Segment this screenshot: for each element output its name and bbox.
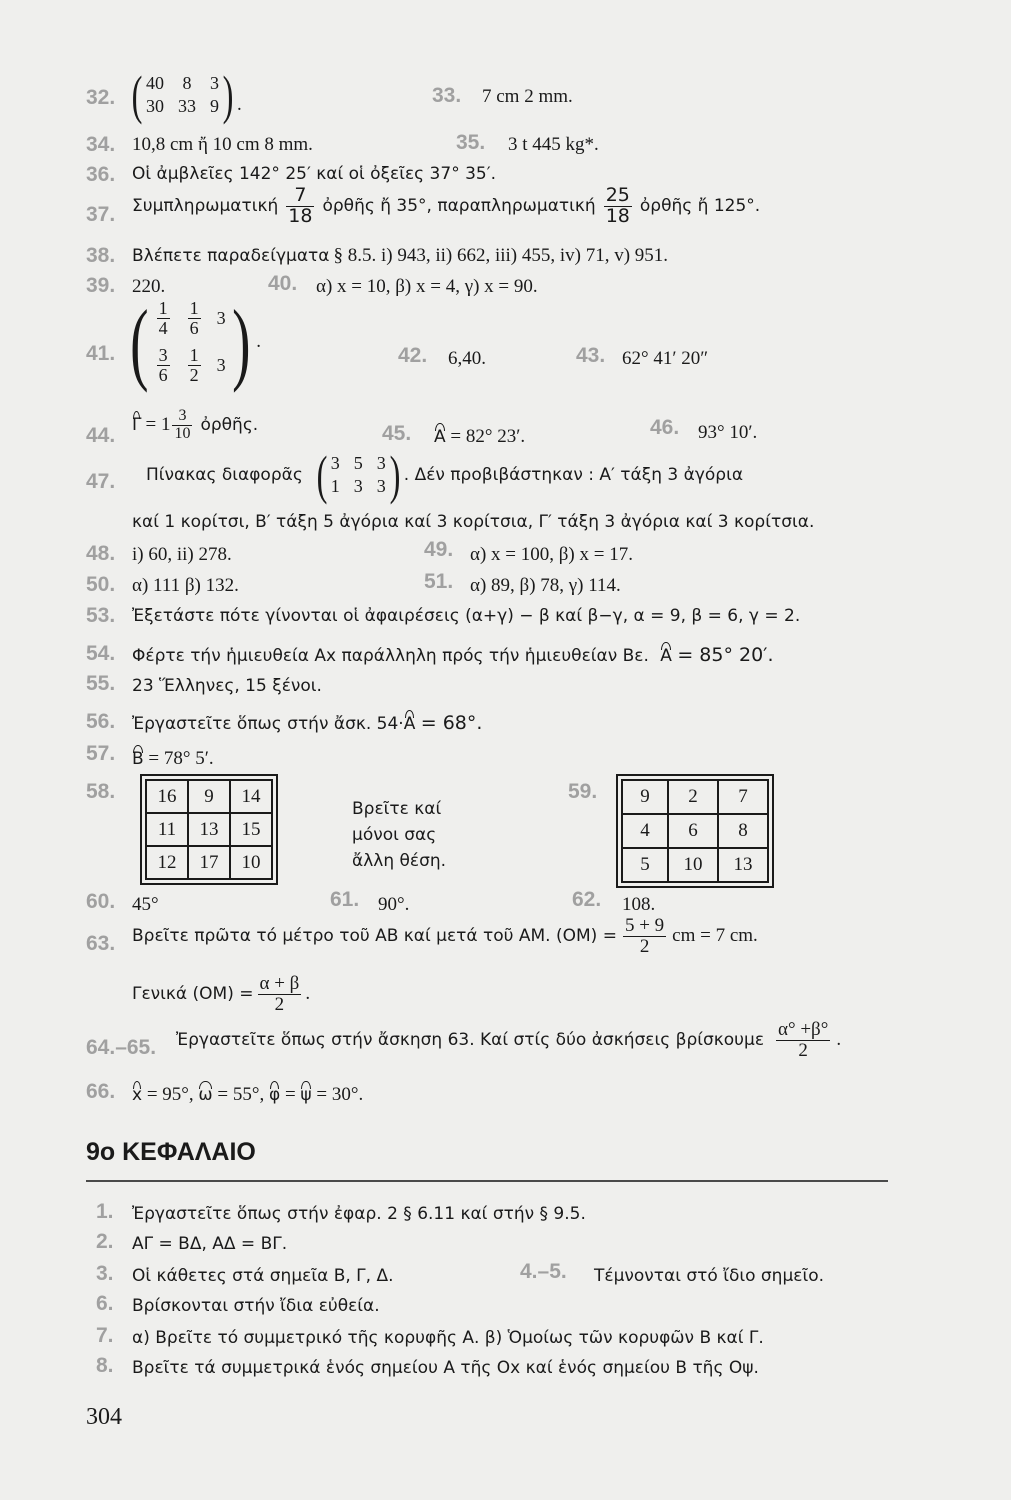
grid-cell: 9 bbox=[622, 780, 668, 814]
matrix-cell: 3 bbox=[376, 453, 386, 473]
punct: . bbox=[256, 331, 262, 352]
fraction: $\frac{\alpha + \beta}{2}$ bbox=[259, 973, 300, 1015]
matrix-cell: 30 bbox=[145, 96, 164, 116]
answer-40: α) x = 10, β) x = 4, γ) x = 90. bbox=[316, 276, 538, 297]
item-number-61: 61. bbox=[330, 888, 360, 911]
matrix-cell: 3 bbox=[376, 476, 386, 496]
grid-cell: 11 bbox=[146, 813, 188, 846]
item-number-34: 34. bbox=[86, 133, 116, 156]
matrix-cell: 40 bbox=[145, 73, 164, 93]
angle-symbol: A bbox=[660, 646, 672, 666]
answer-49: α) x = 100, β) x = 17. bbox=[470, 544, 633, 565]
answer-35: 3 t 445 kg*. bbox=[508, 134, 599, 155]
answer-60: 45° bbox=[132, 894, 159, 915]
text: = 78° 5′. bbox=[148, 748, 214, 769]
text: § 8.5. i) 943, ii) 662, iii) 455, iv) 71, v) 951. bbox=[333, 245, 669, 266]
angle-symbol: x bbox=[132, 1085, 143, 1105]
answer-44 bbox=[132, 408, 258, 443]
angle-symbol: ω bbox=[198, 1085, 213, 1105]
matrix-cell: $\frac{1}{4}$ bbox=[158, 298, 168, 339]
right-paren-icon: ) bbox=[389, 445, 401, 505]
punct: . bbox=[305, 983, 311, 1005]
ch-item-number: 2. bbox=[96, 1230, 114, 1253]
answer-46: 93° 10′. bbox=[698, 422, 758, 443]
grid-cell: 15 bbox=[230, 813, 272, 846]
answer-51: α) 89, β) 78, γ) 114. bbox=[470, 575, 621, 596]
ch-item-number: 4.–5. bbox=[520, 1260, 567, 1283]
grid-cell: 6 bbox=[668, 814, 718, 848]
ch-item-number: 6. bbox=[96, 1292, 114, 1315]
matrix-cell: 1 bbox=[330, 476, 340, 496]
grid-cell: 10 bbox=[230, 846, 272, 879]
left-paren-icon: ( bbox=[316, 445, 328, 505]
right-paren-icon: ) bbox=[231, 291, 251, 393]
text: Πίνακας διαφορᾶς bbox=[146, 465, 303, 485]
item-number-37: 37. bbox=[86, 203, 116, 226]
text: = 82° 23′. bbox=[450, 426, 526, 447]
ch-answer: Τέμνονται στό ἴδιο σημεῖο. bbox=[594, 1266, 825, 1286]
answer-39: 220. bbox=[132, 276, 166, 297]
item-number-42: 42. bbox=[398, 344, 428, 367]
item-number-33: 33. bbox=[432, 84, 462, 107]
item-number-49: 49. bbox=[424, 538, 454, 561]
item-number-45: 45. bbox=[382, 422, 412, 445]
item-number-64-65: 64.–65. bbox=[86, 1036, 157, 1059]
item-number-59: 59. bbox=[568, 780, 598, 803]
item-number-47: 47. bbox=[86, 470, 116, 493]
item-number-53: 53. bbox=[86, 604, 116, 627]
ch-answer: α) Βρεῖτε τό συμμετρικό τῆς κορυφῆς Α. β) Ὁμοίως τῶν κορυφῶν Β καί Γ. bbox=[132, 1328, 764, 1348]
text: Ἐργαστεῖτε ὅπως στήν ἄσκ. 54· bbox=[132, 714, 404, 734]
item-number-41: 41. bbox=[86, 342, 116, 365]
matrix-41 bbox=[124, 291, 262, 393]
fraction: $\frac{3}{10}$ bbox=[174, 407, 191, 442]
grid-cell: 7 bbox=[718, 780, 768, 814]
ch-answer: ΑΓ = ΒΔ, ΑΔ = ΒΓ. bbox=[132, 1234, 288, 1254]
grid-cell: 12 bbox=[146, 846, 188, 879]
angle-symbol: A bbox=[403, 714, 416, 734]
item-number-56: 56. bbox=[86, 710, 116, 733]
grid-cell: 14 bbox=[230, 780, 272, 813]
answer-53: Ἐξετάστε πότε γίνονται οἱ ἀφαιρέσεις (α+γ) − β καί β−γ, α = 9, β = 6, γ = 2. bbox=[132, 606, 801, 626]
ch-item-number: 1. bbox=[96, 1200, 114, 1223]
item-number-32: 32. bbox=[86, 86, 116, 109]
item-number-66: 66. bbox=[86, 1080, 116, 1103]
matrix-cell: 3 bbox=[353, 476, 363, 496]
matrix-cell: $\frac{1}{6}$ bbox=[189, 298, 199, 339]
ch-answer: Βρεῖτε τά συμμετρικά ἑνός σημείου Α τῆς Οx καί ἑνός σημείου Β τῆς Οψ. bbox=[132, 1358, 759, 1378]
item-number-44: 44. bbox=[86, 424, 116, 447]
chapter-divider bbox=[86, 1180, 888, 1182]
text: = 85° 20′. bbox=[677, 644, 774, 666]
angle-symbol: ψ bbox=[300, 1085, 312, 1105]
item-number-35: 35. bbox=[456, 131, 486, 154]
punct: . bbox=[836, 1029, 842, 1051]
item-number-50: 50. bbox=[86, 573, 116, 596]
matrix-32 bbox=[128, 65, 242, 125]
answer-50: α) 111 β) 132. bbox=[132, 575, 239, 596]
angle-symbol: Γ bbox=[132, 415, 142, 436]
answer-56 bbox=[132, 712, 482, 734]
item-number-54: 54. bbox=[86, 642, 116, 665]
matrix-cell: 8 bbox=[182, 73, 192, 93]
chapter-title: 9ο ΚΕΦΑΛΑΙΟ bbox=[86, 1138, 256, 1166]
matrix-cell: 3 bbox=[216, 354, 226, 375]
answer-45 bbox=[434, 426, 525, 448]
matrix-cell: $\frac{1}{2}$ bbox=[189, 345, 199, 385]
ch-answer: Οἱ κάθετες στά σημεῖα Β, Γ, Δ. bbox=[132, 1266, 394, 1286]
item-number-39: 39. bbox=[86, 274, 116, 297]
note-58 bbox=[352, 796, 446, 874]
answer-64-65 bbox=[176, 1020, 841, 1061]
item-number-46: 46. bbox=[650, 416, 680, 439]
punct: . bbox=[236, 94, 242, 115]
text: = 95°, bbox=[146, 1084, 194, 1105]
item-number-48: 48. bbox=[86, 542, 116, 565]
answer-47-line2: καί 1 κορίτσι, Β′ τάξη 5 ἀγόρια καί 3 κορίτσια, Γ′ τάξη 3 ἀγόρια καί 3 κορίτσια. bbox=[132, 512, 815, 532]
ch-answer: Ἐργαστεῖτε ὅπως στήν ἐφαρ. 2 § 6.11 καί στήν § 9.5. bbox=[132, 1204, 586, 1224]
text: Ἐργαστεῖτε ὅπως στήν ἄσκηση 63. Καί στίς δύο ἀσκήσεις βρίσκουμε bbox=[176, 1030, 765, 1051]
angle-symbol: φ bbox=[268, 1085, 281, 1105]
item-number-38: 38. bbox=[86, 244, 116, 267]
text: = 55°, bbox=[217, 1084, 265, 1105]
item-number-43: 43. bbox=[576, 344, 606, 367]
page-number: 304 bbox=[86, 1404, 122, 1430]
matrix-cell: 9 bbox=[209, 96, 219, 116]
fraction: $\frac{7}{18}$ bbox=[288, 184, 313, 227]
note-line: ἄλλη θέση. bbox=[352, 851, 447, 871]
matrix-cell: 3 bbox=[209, 73, 219, 93]
note-line: μόνοι σας bbox=[352, 825, 437, 845]
matrix-cell: $\frac{3}{6}$ bbox=[158, 345, 168, 385]
answer-48: i) 60, ii) 278. bbox=[132, 544, 232, 565]
answer-34: 10,8 cm ἤ 10 cm 8 mm. bbox=[132, 134, 313, 155]
answer-37 bbox=[132, 186, 760, 227]
grid-cell: 9 bbox=[188, 780, 230, 813]
left-paren-icon: ( bbox=[130, 291, 149, 393]
answer-62: 108. bbox=[622, 894, 656, 915]
answer-63 bbox=[132, 916, 758, 957]
grid-cell: 10 bbox=[668, 848, 718, 882]
grid-cell: 2 bbox=[668, 780, 718, 814]
text: cm = 7 cm. bbox=[672, 925, 758, 947]
text: ὀρθῆς. bbox=[200, 415, 259, 436]
item-number-62: 62. bbox=[572, 888, 602, 911]
angle-symbol: B bbox=[132, 749, 144, 769]
ch-item-number: 8. bbox=[96, 1354, 114, 1377]
answer-38 bbox=[132, 245, 668, 267]
magic-square-59 bbox=[616, 774, 774, 888]
ch-item-number: 7. bbox=[96, 1324, 114, 1347]
item-number-55: 55. bbox=[86, 672, 116, 695]
fraction: $\frac{25}{18}$ bbox=[605, 184, 630, 227]
answer-57 bbox=[132, 748, 214, 770]
note-line: Βρεῖτε καί bbox=[352, 799, 442, 819]
answer-54 bbox=[132, 644, 774, 666]
grid-cell: 8 bbox=[718, 814, 768, 848]
text: Βλέπετε παραδείγματα bbox=[132, 246, 330, 266]
answer-66 bbox=[132, 1084, 363, 1106]
right-paren-icon: ) bbox=[222, 65, 234, 125]
item-number-57: 57. bbox=[86, 742, 116, 765]
answer-42: 6,40. bbox=[448, 348, 486, 369]
text: = 68°. bbox=[420, 712, 483, 734]
item-number-60: 60. bbox=[86, 890, 116, 913]
text: = bbox=[284, 1084, 296, 1105]
answer-55: 23 Ἕλληνες, 15 ξένοι. bbox=[132, 676, 322, 696]
grid-cell: 16 bbox=[146, 780, 188, 813]
answer-63-general bbox=[132, 974, 310, 1015]
item-number-51: 51. bbox=[424, 570, 454, 593]
item-number-58: 58. bbox=[86, 780, 116, 803]
matrix-cell: 5 bbox=[353, 453, 363, 473]
matrix-cell: 3 bbox=[216, 308, 226, 329]
matrix-cell: 33 bbox=[177, 96, 196, 116]
grid-cell: 13 bbox=[718, 848, 768, 882]
text: Συμπληρωματική bbox=[132, 196, 279, 217]
text: Φέρτε τήν ἡμιευθεία Αx παράλληλη πρός τήν ἡμιευθείαν Βε. bbox=[132, 646, 649, 666]
item-number-40: 40. bbox=[268, 272, 298, 295]
answer-36: Οἱ ἀμβλεῖες 142° 25′ καί οἱ ὀξεῖες 37° 35′. bbox=[132, 164, 496, 184]
grid-cell: 13 bbox=[188, 813, 230, 846]
text: . Δέν προβιβάστηκαν : Α′ τάξη 3 ἀγόρια bbox=[403, 465, 744, 485]
magic-square-58 bbox=[140, 774, 278, 885]
ch-item-number: 3. bbox=[96, 1262, 114, 1285]
grid-cell: 4 bbox=[622, 814, 668, 848]
grid-cell: 5 bbox=[622, 848, 668, 882]
matrix-cell: 3 bbox=[330, 453, 340, 473]
left-paren-icon: ( bbox=[131, 65, 143, 125]
text: = 1 bbox=[145, 414, 171, 436]
answer-47 bbox=[146, 445, 744, 505]
text: ὀρθῆς ἤ 125°. bbox=[639, 196, 761, 217]
text: = 30°. bbox=[316, 1084, 364, 1105]
text: Γενικά (ΟΜ) = bbox=[132, 984, 254, 1005]
text: Βρεῖτε πρῶτα τό μέτρο τοῦ ΑΒ καί μετά τοῦ ΑΜ. (ΟΜ) = bbox=[132, 926, 617, 947]
angle-symbol: A bbox=[434, 427, 446, 447]
fraction: $\frac{\alpha^\circ +\beta^\circ}{2}$ bbox=[778, 1019, 829, 1061]
answer-43: 62° 41′ 20″ bbox=[622, 348, 709, 369]
fraction: $\frac{5 + 9}{2}$ bbox=[624, 915, 665, 957]
answer-33: 7 cm 2 mm. bbox=[482, 86, 573, 107]
ch-answer: Βρίσκονται στήν ἴδια εὐθεία. bbox=[132, 1296, 380, 1316]
answer-61: 90°. bbox=[378, 894, 410, 915]
item-number-36: 36. bbox=[86, 163, 116, 186]
grid-cell: 17 bbox=[188, 846, 230, 879]
text: ὀρθῆς ἤ 35°, παραπληρωματική bbox=[322, 196, 596, 217]
item-number-63: 63. bbox=[86, 932, 116, 955]
